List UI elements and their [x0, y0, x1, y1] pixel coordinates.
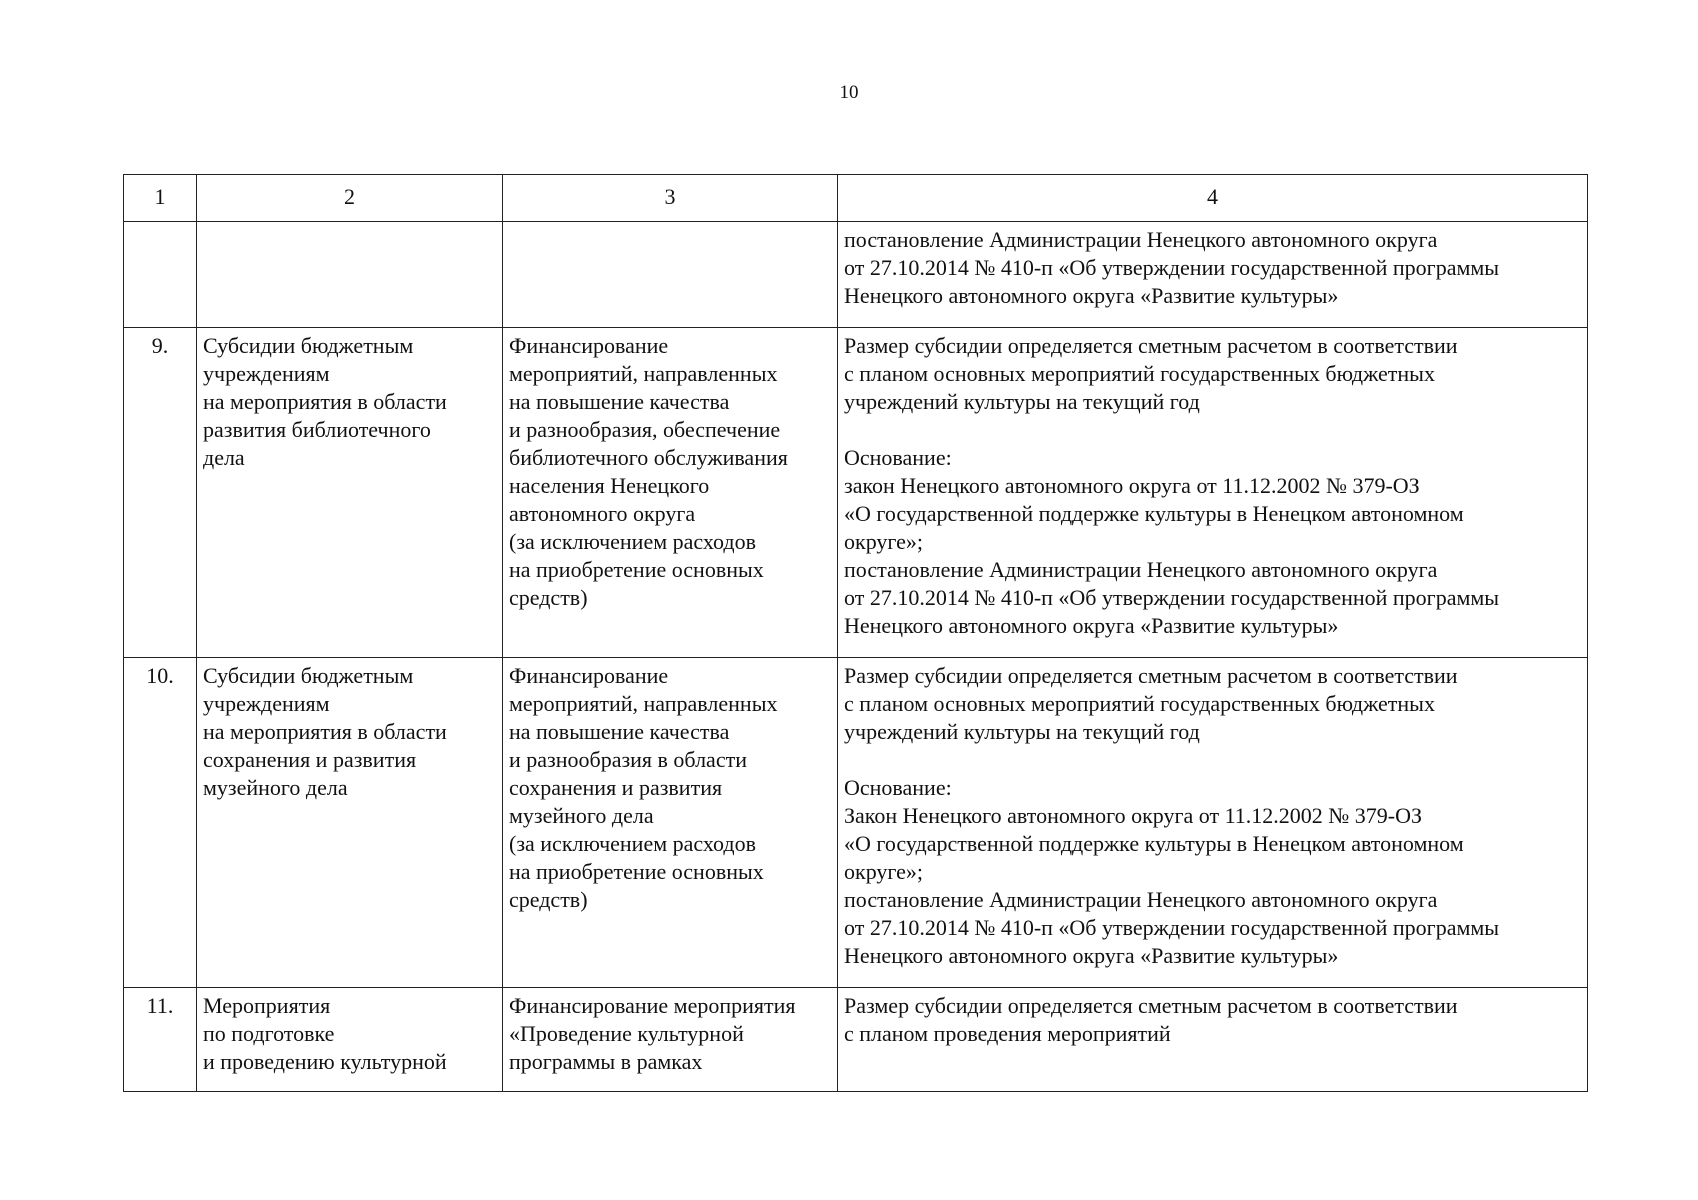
row-basis: постановление Администрации Ненецкого автономного округа от 27.10.2014 № 410-п «Об утверждении государственной программы Ненецкого автономного округа «Развитие культуры» [838, 222, 1588, 328]
row-basis: Размер субсидии определяется сметным расчетом в соответствии с планом основных мероприятий государственных бюджетных учреждений культуры на текущий год Основание: закон Ненецкого автономного округа от 11.12.2002 № 379-ОЗ «О государственной поддержке культуры в Ненецком автономном округе»; постановление Администрации Ненецкого автономного округа от 27.10.2014 № 410-п «Об утверждении государственной программы Ненецкого автономного округа «Развитие культуры» [838, 328, 1588, 658]
row-name: Мероприятия по подготовке и проведению культурной [197, 988, 503, 1092]
header-cell-3: 3 [503, 175, 838, 222]
page-number: 10 [839, 82, 859, 103]
row-number: 10. [124, 658, 197, 988]
row-name: Субсидии бюджетным учреждениям на мероприятия в области развития библиотечного дела [197, 328, 503, 658]
table-row [124, 988, 1588, 1092]
row-name [197, 222, 503, 328]
header-cell-1: 1 [124, 175, 197, 222]
row-basis: Размер субсидии определяется сметным расчетом в соответствии с планом проведения мероприятий [838, 988, 1588, 1092]
table-header-row [124, 175, 1588, 222]
header-cell-2: 2 [197, 175, 503, 222]
row-number: 11. [124, 988, 197, 1092]
document-table [123, 174, 1588, 1092]
row-basis: Размер субсидии определяется сметным расчетом в соответствии с планом основных мероприятий государственных бюджетных учреждений культуры на текущий год Основание: Закон Ненецкого автономного округа от 11.12.2002 № 379-ОЗ «О государственной поддержке культуры в Ненецком автономном округе»; постановление Администрации Ненецкого автономного округа от 27.10.2014 № 410-п «Об утверждении государственной программы Ненецкого автономного округа «Развитие культуры» [838, 658, 1588, 988]
row-purpose: Финансирование мероприятий, направленных на повышение качества и разнообразия, обеспечение библиотечного обслуживания населения Ненецкого автономного округа (за исключением расходов на приобретение основных средств) [503, 328, 838, 658]
table-row [124, 658, 1588, 988]
row-purpose: Финансирование мероприятий, направленных на повышение качества и разнообразия в области сохранения и развития музейного дела (за исключением расходов на приобретение основных средств) [503, 658, 838, 988]
header-cell-4: 4 [838, 175, 1588, 222]
table-row [124, 222, 1588, 328]
row-number: 9. [124, 328, 197, 658]
row-purpose: Финансирование мероприятия «Проведение культурной программы в рамках [503, 988, 838, 1092]
row-name: Субсидии бюджетным учреждениям на мероприятия в области сохранения и развития музейного дела [197, 658, 503, 988]
table-row [124, 328, 1588, 658]
row-purpose [503, 222, 838, 328]
row-number [124, 222, 197, 328]
